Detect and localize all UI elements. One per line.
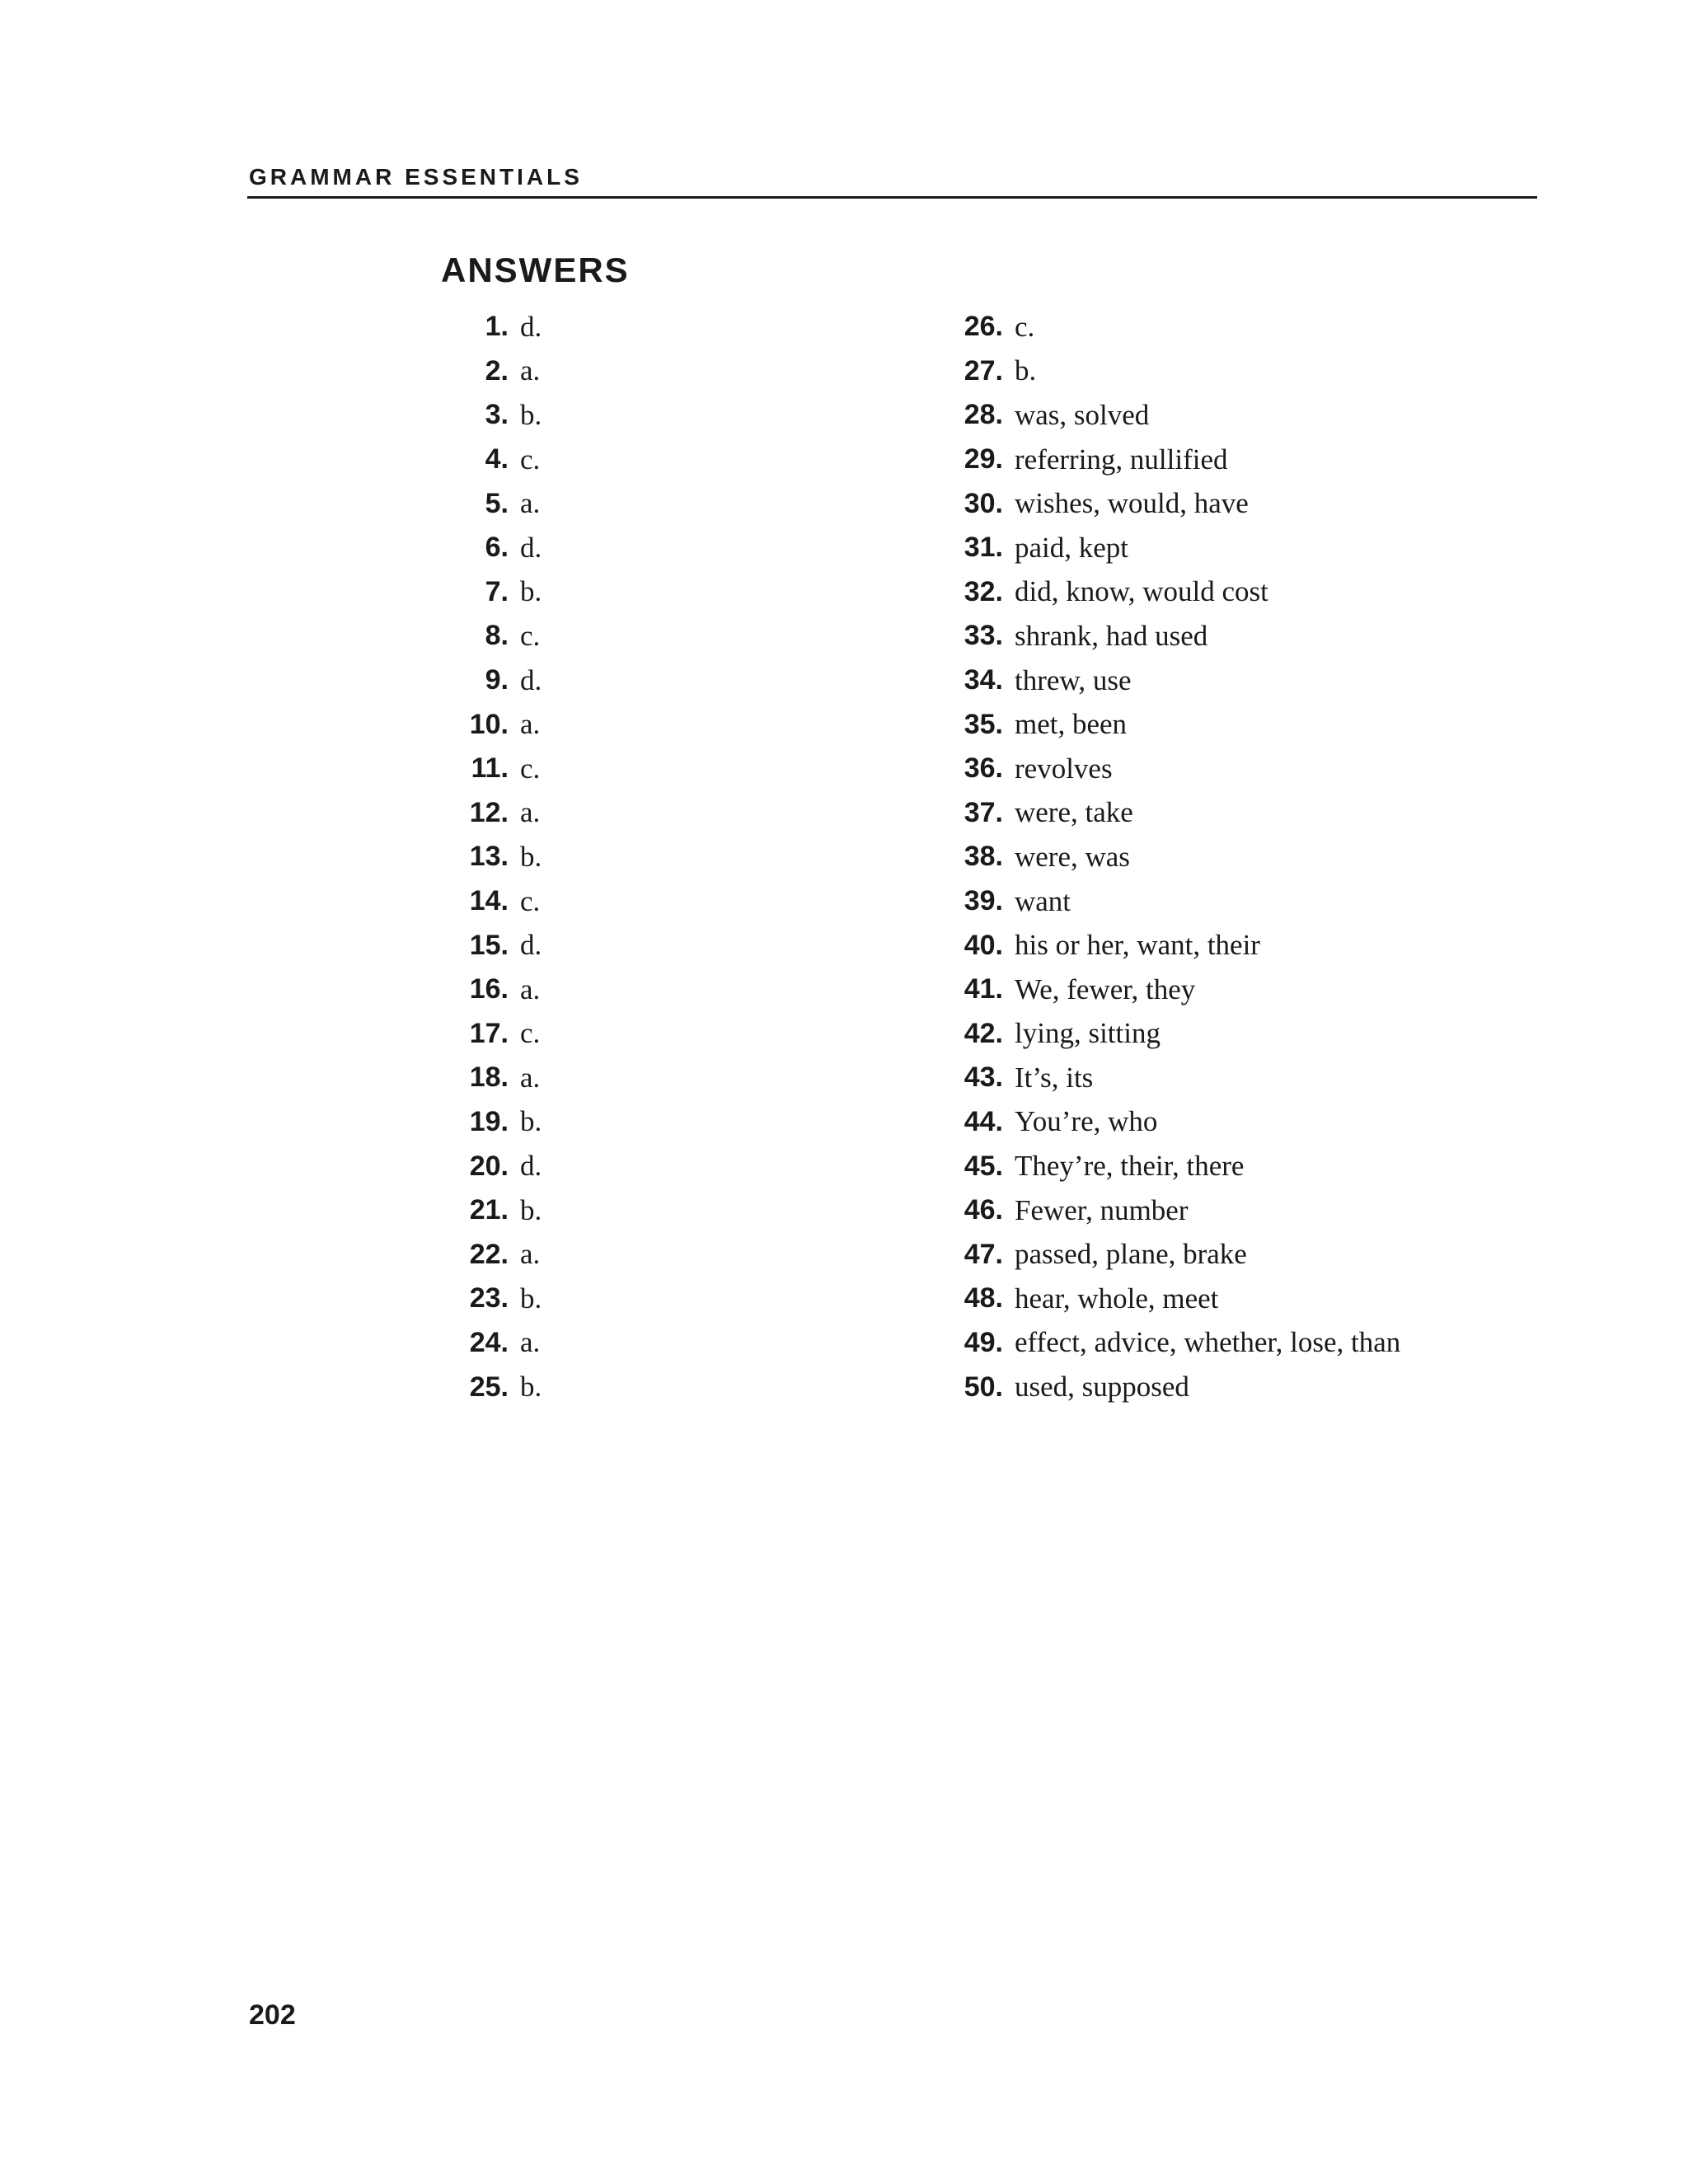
answer-row [935, 1100, 1400, 1145]
answer-number: 46. [964, 1194, 1003, 1226]
answer-number: 14. [469, 885, 509, 917]
answer-number: 23. [469, 1282, 509, 1315]
answer-row [935, 747, 1400, 791]
answer-number: 26. [964, 311, 1003, 343]
answer-row [935, 614, 1400, 658]
answer-text: passed, plane, brake [1015, 1238, 1247, 1271]
answer-text: It’s, its [1015, 1061, 1094, 1094]
answer-row [441, 438, 542, 482]
answer-text: b. [1015, 354, 1037, 387]
answer-number: 34. [964, 664, 1003, 696]
answer-number: 38. [964, 841, 1003, 873]
answer-text: b. [520, 398, 542, 431]
answer-row [935, 438, 1400, 482]
answer-row [935, 1188, 1400, 1233]
answer-text: d. [520, 1150, 542, 1183]
answer-number: 48. [964, 1282, 1003, 1315]
answer-text: They’re, their, there [1015, 1150, 1245, 1183]
answer-number: 13. [469, 841, 509, 873]
answer-number: 35. [964, 708, 1003, 740]
answer-row [935, 791, 1400, 836]
answer-number: 30. [964, 487, 1003, 519]
answer-row [441, 968, 542, 1012]
answer-text: c. [520, 884, 541, 917]
answer-text: d. [520, 663, 542, 696]
answer-number: 19. [469, 1105, 509, 1137]
answer-row [441, 879, 542, 924]
answer-number: 5. [485, 487, 509, 519]
answer-text: was, solved [1015, 398, 1150, 431]
answer-number: 28. [964, 399, 1003, 431]
answer-row [935, 1232, 1400, 1277]
answer-text: c. [520, 619, 541, 652]
answer-number: 18. [469, 1062, 509, 1094]
answer-row [441, 1144, 542, 1188]
answer-text: referring, nullified [1015, 443, 1228, 476]
answer-row [441, 1321, 542, 1366]
answer-number: 47. [964, 1238, 1003, 1270]
answer-text: shrank, had used [1015, 619, 1208, 652]
answer-row [935, 1365, 1400, 1409]
answer-text: a. [520, 796, 541, 829]
answer-row [935, 1056, 1400, 1100]
answer-text: We, fewer, they [1015, 972, 1196, 1005]
answer-number: 36. [964, 752, 1003, 785]
running-header: GRAMMAR ESSENTIALS [249, 164, 583, 190]
answer-text: were, was [1015, 840, 1130, 873]
answer-number: 42. [964, 1017, 1003, 1049]
answers-left-column [441, 305, 542, 1409]
answer-text: b. [520, 1105, 542, 1138]
answer-row [935, 393, 1400, 438]
answer-row [441, 702, 542, 747]
answer-row [441, 747, 542, 791]
answer-row [441, 526, 542, 570]
answer-number: 27. [964, 354, 1003, 387]
answer-row [935, 702, 1400, 747]
answer-number: 15. [469, 929, 509, 961]
answer-number: 25. [469, 1371, 509, 1403]
answer-text: were, take [1015, 796, 1133, 829]
answer-number: 9. [485, 664, 509, 696]
answer-row [935, 1277, 1400, 1321]
answers-right-column [935, 305, 1400, 1409]
header-rule [247, 196, 1537, 199]
page-number: 202 [249, 1999, 296, 2031]
answer-row [441, 1232, 542, 1277]
answer-row [441, 835, 542, 879]
answer-row [935, 923, 1400, 968]
answer-row [441, 1012, 542, 1057]
answer-number: 31. [964, 532, 1003, 564]
answer-text: a. [520, 354, 541, 387]
answer-text: did, know, would cost [1015, 575, 1268, 608]
answer-number: 33. [964, 620, 1003, 652]
answer-text: wishes, would, have [1015, 487, 1249, 520]
answer-text: a. [520, 1061, 541, 1094]
answer-row [441, 1188, 542, 1233]
answer-number: 24. [469, 1326, 509, 1358]
answer-text: b. [520, 575, 542, 608]
answer-text: a. [520, 972, 541, 1005]
answer-number: 50. [964, 1371, 1003, 1403]
answer-text: a. [520, 1238, 541, 1271]
answer-number: 45. [964, 1150, 1003, 1182]
answer-number: 40. [964, 929, 1003, 961]
answer-number: 3. [485, 399, 509, 431]
answer-row [935, 879, 1400, 924]
answer-text: c. [1015, 310, 1035, 343]
answer-row [935, 835, 1400, 879]
answer-text: effect, advice, whether, lose, than [1015, 1326, 1401, 1359]
answer-row [441, 1277, 542, 1321]
answer-row [441, 481, 542, 526]
answer-text: d. [520, 929, 542, 962]
answer-text: d. [520, 531, 542, 564]
answer-row [441, 1100, 542, 1145]
answer-text: c. [520, 443, 541, 476]
answer-row [441, 393, 542, 438]
answer-number: 7. [485, 575, 509, 607]
answer-text: d. [520, 310, 542, 343]
answer-text: paid, kept [1015, 531, 1129, 564]
answer-row [441, 923, 542, 968]
answer-text: lying, sitting [1015, 1017, 1160, 1050]
answer-text: used, supposed [1015, 1371, 1189, 1404]
answer-number: 22. [469, 1238, 509, 1270]
answer-number: 29. [964, 443, 1003, 476]
answer-number: 49. [964, 1326, 1003, 1358]
answer-row [935, 658, 1400, 703]
answer-number: 17. [469, 1017, 509, 1049]
answer-number: 37. [964, 796, 1003, 828]
answer-number: 32. [964, 575, 1003, 607]
answer-number: 1. [485, 311, 509, 343]
answer-number: 2. [485, 354, 509, 387]
answer-row [441, 349, 542, 394]
answer-text: his or her, want, their [1015, 929, 1260, 962]
answer-text: a. [520, 708, 541, 741]
answer-number: 21. [469, 1194, 509, 1226]
answer-row [441, 1365, 542, 1409]
answer-number: 43. [964, 1062, 1003, 1094]
answer-row [935, 570, 1400, 615]
answer-number: 4. [485, 443, 509, 476]
answer-number: 12. [469, 796, 509, 828]
answer-text: threw, use [1015, 663, 1132, 696]
answer-number: 11. [471, 752, 509, 785]
answer-number: 16. [469, 973, 509, 1005]
answer-row [441, 1056, 542, 1100]
answer-row [935, 349, 1400, 394]
answer-text: a. [520, 1326, 541, 1359]
answer-text: met, been [1015, 708, 1128, 741]
answer-number: 41. [964, 973, 1003, 1005]
answer-row [441, 305, 542, 349]
answer-number: 39. [964, 885, 1003, 917]
answer-number: 44. [964, 1105, 1003, 1137]
answer-text: b. [520, 840, 542, 873]
answer-number: 10. [469, 708, 509, 740]
answer-text: b. [520, 1371, 542, 1404]
answer-text: c. [520, 752, 541, 785]
answer-text: want [1015, 884, 1071, 917]
answer-row [935, 526, 1400, 570]
answer-text: a. [520, 487, 541, 520]
answer-text: Fewer, number [1015, 1193, 1189, 1226]
answer-row [441, 614, 542, 658]
answer-text: b. [520, 1282, 542, 1315]
answer-number: 8. [485, 620, 509, 652]
answer-text: c. [520, 1017, 541, 1050]
answer-number: 20. [469, 1150, 509, 1182]
answer-text: revolves [1015, 752, 1113, 785]
answer-row [935, 1012, 1400, 1057]
answer-text: b. [520, 1193, 542, 1226]
answer-row [441, 791, 542, 836]
answer-row [935, 481, 1400, 526]
section-title: ANSWERS [441, 251, 630, 289]
answer-row [441, 658, 542, 703]
answer-row [935, 305, 1400, 349]
answer-row [935, 1144, 1400, 1188]
answer-row [441, 570, 542, 615]
answer-text: You’re, who [1015, 1105, 1158, 1138]
answer-text: hear, whole, meet [1015, 1282, 1219, 1315]
answer-row [935, 1321, 1400, 1366]
answer-row [935, 968, 1400, 1012]
answer-number: 6. [485, 532, 509, 564]
